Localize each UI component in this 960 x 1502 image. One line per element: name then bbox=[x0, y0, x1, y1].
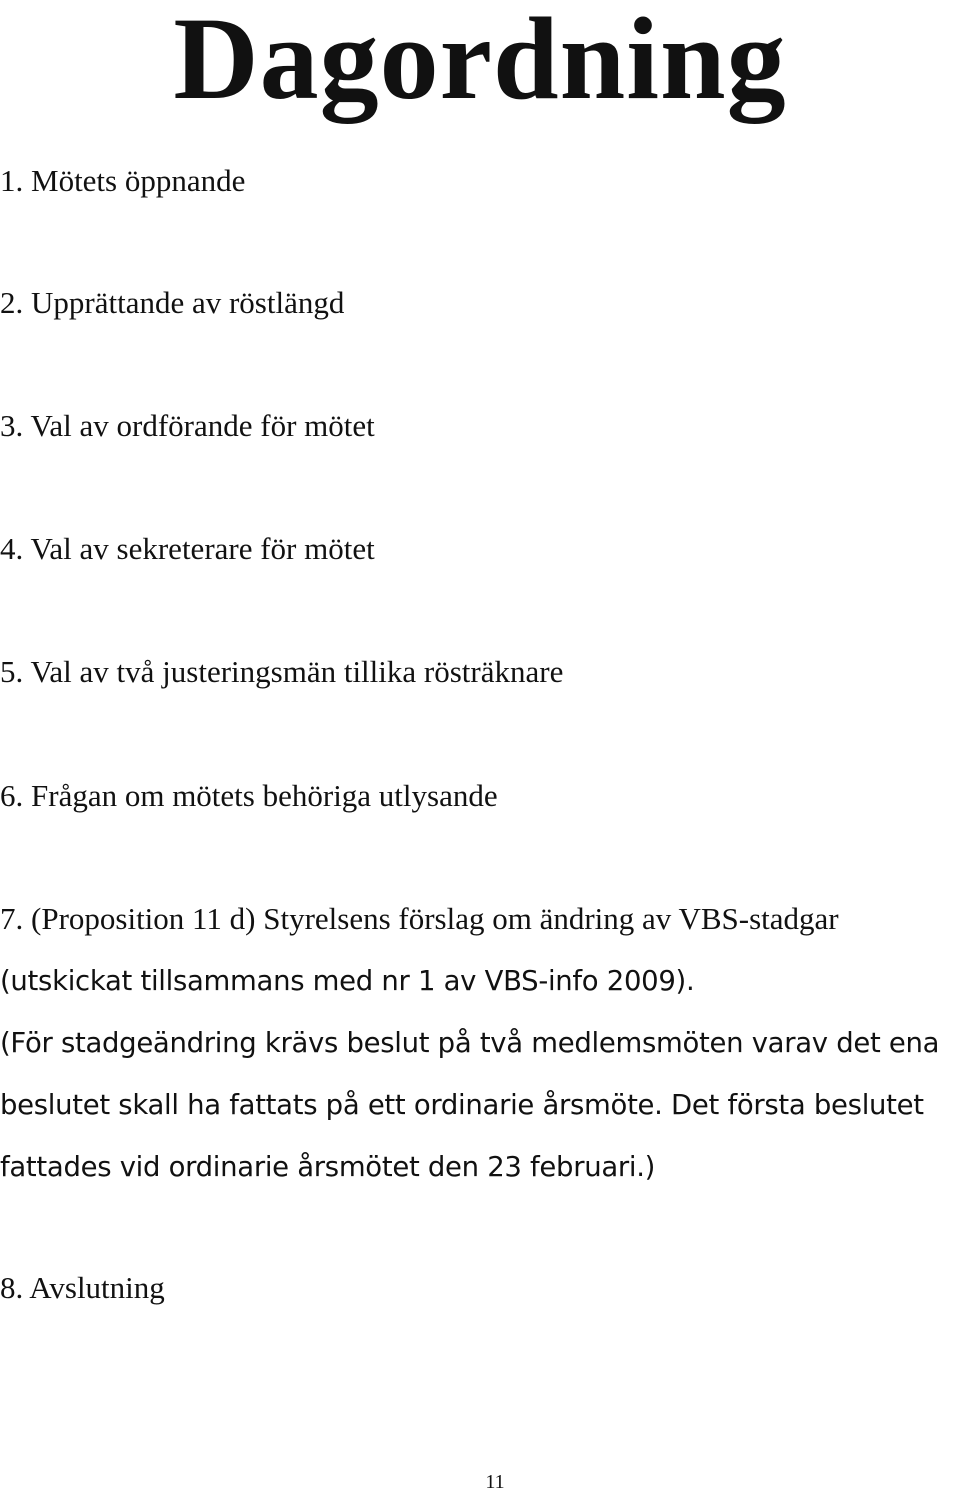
agenda-item-number: 1. bbox=[0, 163, 24, 198]
agenda-item-text: Val av två justeringsmän tillika rösträknare bbox=[30, 654, 564, 689]
page-number: 11 bbox=[485, 1471, 505, 1493]
agenda-item-1 bbox=[0, 150, 960, 212]
agenda-item-text: Val av ordförande för mötet bbox=[30, 408, 375, 443]
agenda-item-7-line-3: (För stadgeändring krävs beslut på två medlemsmöten varav det ena bbox=[0, 1027, 940, 1059]
agenda-item-7-line-5: fattades vid ordinarie årsmötet den 23 februari.) bbox=[0, 1151, 656, 1183]
page-title: Dagordning bbox=[173, 0, 787, 124]
agenda-item-number: 6. bbox=[0, 778, 24, 813]
agenda-item-text: Mötets öppnande bbox=[31, 163, 246, 198]
agenda-item-number: 5. bbox=[0, 654, 24, 689]
agenda-item-text: (Proposition 11 d) Styrelsens förslag om ändring av VBS-stadgar bbox=[31, 901, 839, 936]
agenda-item-2 bbox=[0, 272, 960, 334]
agenda-item-3 bbox=[0, 395, 960, 457]
agenda-item-4 bbox=[0, 518, 960, 580]
agenda-item-6 bbox=[0, 765, 960, 827]
agenda-item-number: 4. bbox=[0, 531, 24, 566]
agenda-item-number: 3. bbox=[0, 408, 24, 443]
agenda-item-text: Frågan om mötets behöriga utlysande bbox=[31, 778, 498, 813]
agenda-item-number: 8. bbox=[0, 1270, 24, 1305]
agenda-item-7-line-4: beslutet skall ha fattats på ett ordinarie årsmöte. Det första beslutet bbox=[0, 1089, 924, 1121]
agenda-item-number: 7. bbox=[0, 901, 24, 936]
agenda-item-number: 2. bbox=[0, 285, 24, 320]
agenda-item-text: Avslutning bbox=[29, 1270, 165, 1305]
agenda-item-text: Val av sekreterare för mötet bbox=[30, 531, 375, 566]
agenda-item-8 bbox=[0, 1257, 960, 1319]
agenda-item-7 bbox=[0, 888, 960, 950]
agenda-item-5 bbox=[0, 641, 960, 703]
agenda-item-7-line-2: (utskickat tillsammans med nr 1 av VBS-info 2009). bbox=[0, 965, 695, 997]
agenda-item-text: Upprättande av röstlängd bbox=[31, 285, 345, 320]
